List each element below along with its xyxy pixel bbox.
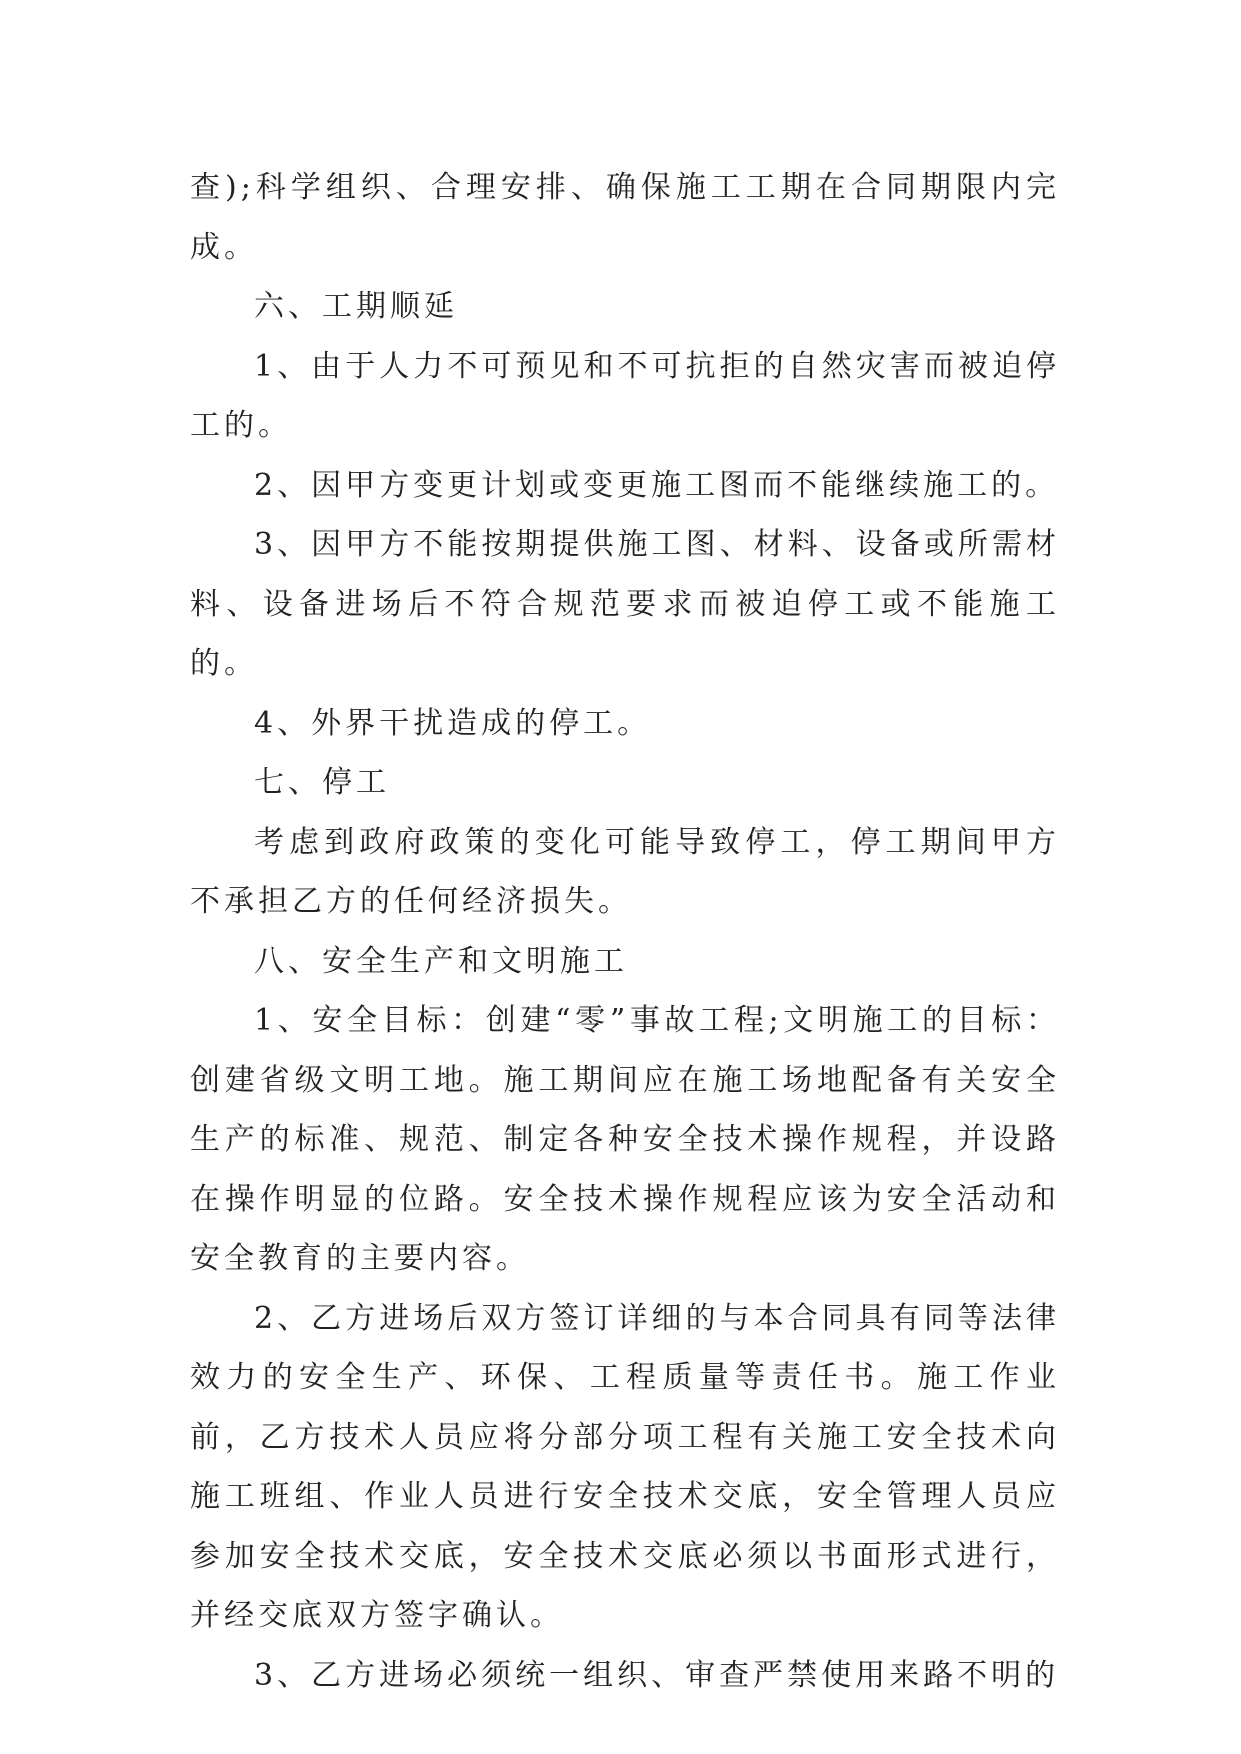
paragraph-item: 2、因甲方变更计划或变更施工图而不能继续施工的。: [254, 467, 1060, 503]
paragraph-item: 1、安全目标：创建“零”事故工程;文明施工的目标：创建省级文明工地。施工期间应在施工场地配备有关安全生产的标准、规范、制定各种安全技术操作规程，并设路在操作明显的位路。安全技术操作规程应该为安全活动和安全教育的主要内容。: [190, 1003, 1060, 1276]
paragraph-body: 考虑到政府政策的变化可能导致停工，停工期间甲方不承担乙方的任何经济损失。: [190, 824, 1060, 919]
section-heading-seven: 七、停工: [254, 765, 390, 800]
paragraph-item: 3、乙方进场必须统一组织、审查严禁使用来路不明的: [254, 1657, 1060, 1693]
paragraph-continuation: 查);科学组织、合理安排、确保施工工期在合同期限内完成。: [190, 170, 1060, 265]
paragraph-item: 2、乙方进场后双方签订详细的与本合同具有同等法律效力的安全生产、环保、工程质量等责任书。施工作业前，乙方技术人员应将分部分项工程有关施工安全技术向施工班组、作业人员进行安全技术交底，安全管理人员应参加安全技术交底，安全技术交底必须以书面形式进行，并经交底双方签字确认。: [190, 1300, 1060, 1633]
section-heading-six: 六、工期顺延: [254, 289, 458, 324]
paragraph-item: 1、由于人力不可预见和不可抗拒的自然灾害而被迫停工的。: [190, 348, 1060, 443]
paragraph-item: 4、外界干扰造成的停工。: [254, 705, 652, 741]
paragraph-item: 3、因甲方不能按期提供施工图、材料、设备或所需材料、设备进场后不符合规范要求而被迫停工或不能施工的。: [190, 527, 1060, 681]
section-heading-eight: 八、安全生产和文明施工: [254, 943, 628, 979]
document-body: [190, 158, 1060, 1705]
